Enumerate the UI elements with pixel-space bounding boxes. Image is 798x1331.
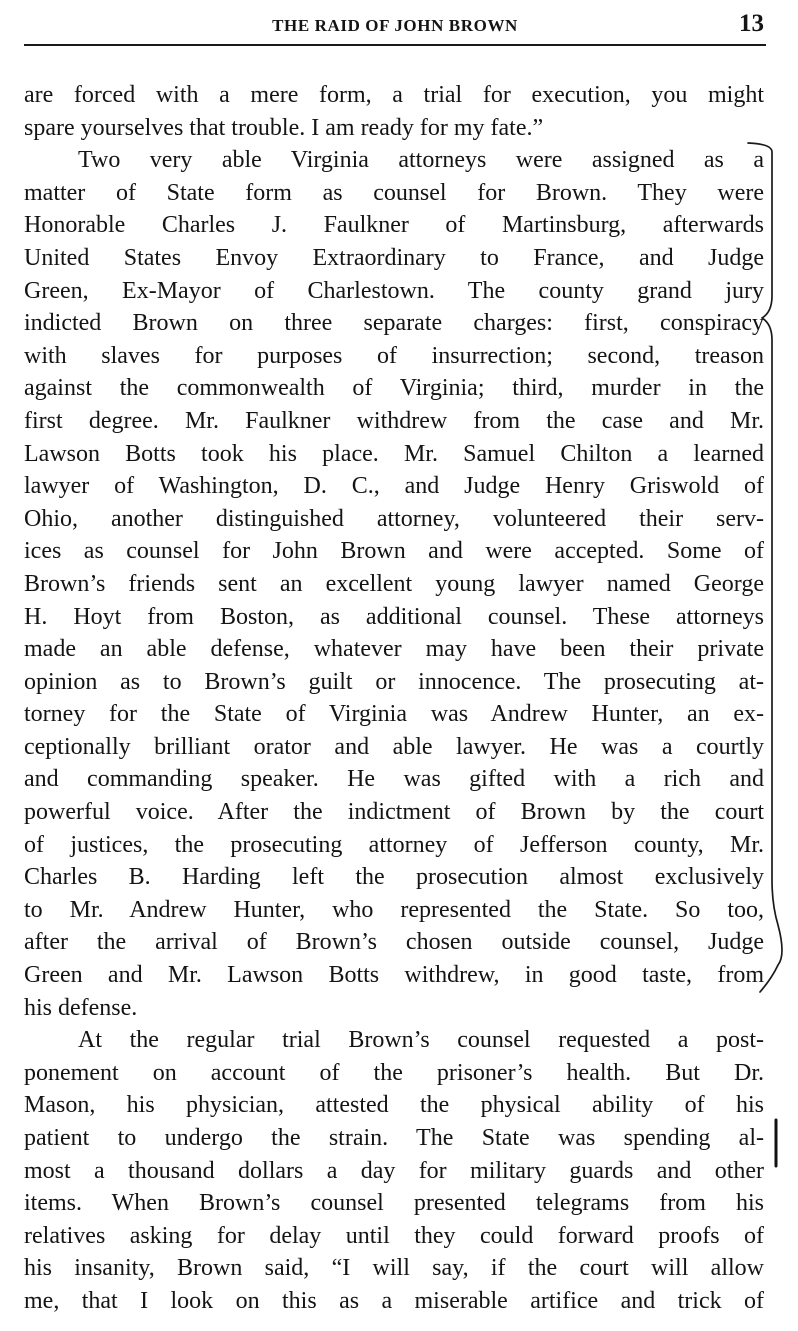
- text-line: against the commonwealth of Virginia; third, murder in the: [24, 375, 764, 402]
- text-line: items. When Brown’s counsel presented telegrams from his: [24, 1190, 764, 1217]
- text-line: matter of State form as counsel for Brown. They were: [24, 179, 764, 206]
- text-line: Lawson Botts took his place. Mr. Samuel Chilton a learned: [24, 440, 764, 467]
- text-line: H. Hoyt from Boston, as additional counsel. These attorneys: [24, 603, 764, 630]
- text-line: and commanding speaker. He was gifted with a rich and: [24, 766, 764, 793]
- text-line: Charles B. Harding left the prosecution almost exclusively: [24, 864, 764, 891]
- text-line: indicted Brown on three separate charges: first, conspiracy: [24, 310, 764, 337]
- body-text: [24, 79, 764, 1318]
- text-line: most a thousand dollars a day for military guards and other: [24, 1157, 764, 1184]
- text-line: torney for the State of Virginia was Andrew Hunter, an ex-: [24, 701, 764, 728]
- text-line: of justices, the prosecuting attorney of Jefferson county, Mr.: [24, 831, 764, 858]
- text-line: to Mr. Andrew Hunter, who represented the State. So too,: [24, 896, 764, 923]
- page-number: 13: [739, 10, 764, 37]
- running-title: THE RAID OF JOHN BROWN: [272, 16, 518, 35]
- text-line: powerful voice. After the indictment of Brown by the court: [24, 799, 764, 826]
- text-line: patient to undergo the strain. The State was spending al-: [24, 1125, 764, 1151]
- text-line: his insanity, Brown said, “I will say, if the court will allow: [24, 1255, 764, 1282]
- text-line: ices as counsel for John Brown and were accepted. Some of: [24, 538, 764, 565]
- text-line: opinion as to Brown’s guilt or innocence. The prosecuting at-: [24, 668, 764, 695]
- text-line: first degree. Mr. Faulkner withdrew from the case and Mr.: [24, 407, 764, 434]
- text-line: Green and Mr. Lawson Botts withdrew, in good taste, from: [24, 962, 764, 989]
- text-line: spare yourselves that trouble. I am ready for my fate.”: [24, 114, 544, 141]
- text-line: with slaves for purposes of insurrection; second, treason: [24, 342, 764, 369]
- text-line: Green, Ex-Mayor of Charlestown. The county grand jury: [24, 277, 764, 304]
- running-header: [24, 8, 766, 46]
- text-line: his defense.: [24, 994, 138, 1021]
- text-line: ponement on account of the prisoner’s health. But Dr.: [24, 1059, 764, 1086]
- text-line: made an able defense, whatever may have been their private: [24, 636, 764, 663]
- text-line: ceptionally brilliant orator and able lawyer. He was a courtly: [24, 733, 764, 760]
- text-line: Mason, his physician, attested the physical ability of his: [24, 1092, 764, 1119]
- text-line: relatives asking for delay until they could forward proofs of: [24, 1222, 764, 1249]
- text-line: me, that I look on this as a miserable artifice and trick of: [24, 1287, 764, 1314]
- paragraph-first-line: Two very able Virginia attorneys were assigned as a: [78, 147, 764, 174]
- text-line: Honorable Charles J. Faulkner of Martinsburg, afterwards: [24, 212, 764, 239]
- text-line: Brown’s friends sent an excellent young lawyer named George: [24, 570, 764, 597]
- text-line: lawyer of Washington, D. C., and Judge Henry Griswold of: [24, 473, 764, 500]
- text-line: United States Envoy Extraordinary to France, and Judge: [24, 244, 764, 271]
- text-line: are forced with a mere form, a trial for execution, you might: [24, 82, 764, 108]
- text-line: Ohio, another distinguished attorney, volunteered their serv-: [24, 505, 764, 532]
- paragraph-first-line: At the regular trial Brown’s counsel requested a post-: [78, 1027, 764, 1054]
- text-line: after the arrival of Brown’s chosen outside counsel, Judge: [24, 929, 764, 956]
